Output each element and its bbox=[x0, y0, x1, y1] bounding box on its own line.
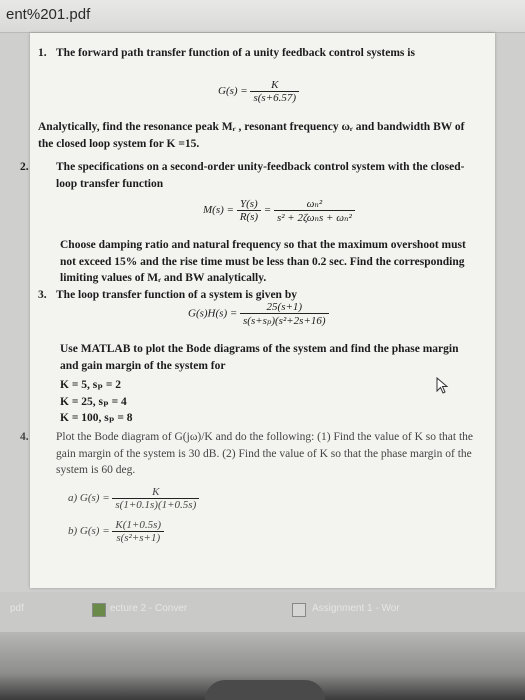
equation-fraction bbox=[250, 79, 299, 104]
mouse-cursor-icon bbox=[436, 377, 450, 395]
question-4 bbox=[20, 429, 485, 479]
equation-fraction bbox=[112, 486, 199, 511]
pdf-page bbox=[20, 33, 495, 588]
equation-q3 bbox=[188, 301, 329, 327]
equation-numerator: K bbox=[112, 486, 199, 499]
equation-q4a bbox=[68, 486, 199, 511]
equation-numerator: Y(s) bbox=[237, 198, 261, 211]
question-number: 4. bbox=[20, 431, 29, 443]
equation-q2 bbox=[203, 197, 355, 224]
equation-fraction bbox=[274, 197, 355, 224]
window-title: ent%201.pdf bbox=[6, 6, 91, 23]
equation-denominator: s² + 2ζωₙs + ωₙ² bbox=[276, 212, 352, 224]
app-icon[interactable] bbox=[92, 603, 106, 617]
case-item: K = 25, sₚ = 4 bbox=[60, 395, 127, 408]
question-1 bbox=[38, 45, 485, 62]
question-number: 1. bbox=[38, 47, 47, 59]
document-icon[interactable] bbox=[292, 603, 306, 617]
equation-numerator: K(1+0.5s) bbox=[112, 519, 164, 532]
question-text: The forward path transfer function of a unity feedback control systems is bbox=[56, 47, 415, 59]
question-text: The loop transfer function of a system is given by bbox=[56, 289, 297, 301]
equation-lhs: G(s) = bbox=[218, 85, 248, 98]
taskbar bbox=[0, 592, 525, 632]
equation-lhs: M(s) = bbox=[203, 204, 234, 217]
equation-fraction bbox=[240, 301, 329, 327]
equation-numerator: 25(s+1) bbox=[240, 301, 329, 314]
equation-numerator: K bbox=[250, 79, 299, 92]
taskbar-item-converter[interactable]: ecture 2 - Conver bbox=[110, 603, 188, 614]
equation-lhs: G(s)H(s) = bbox=[188, 307, 238, 320]
equation-equals: = bbox=[263, 204, 272, 217]
equation-denominator: s(s²+s+1) bbox=[116, 532, 161, 544]
equation-numerator: ωₙ² bbox=[274, 197, 355, 211]
equation-fraction bbox=[237, 198, 261, 223]
equation-denominator: s(1+0.1s)(1+0.5s) bbox=[115, 499, 197, 511]
question-2 bbox=[20, 159, 485, 192]
equation-denominator: s(s+sₚ)(s²+2s+16) bbox=[243, 315, 326, 327]
question-number: 2. bbox=[20, 161, 29, 173]
question-number: 3. bbox=[38, 289, 47, 301]
window-titlebar bbox=[0, 0, 525, 33]
equation-q1 bbox=[218, 79, 299, 104]
question-1-body: Analytically, find the resonance peak Mᵣ , resonant frequency ωᵣ and bandwidth BW of the closed loop system for K =15. bbox=[38, 121, 465, 150]
equation-lhs: G(s) = bbox=[79, 525, 110, 538]
equation-fraction bbox=[112, 519, 164, 544]
question-2-body: Choose damping ratio and natural frequency so that the maximum overshoot must not exceed 15% and the rise time must be less than 0.2 sec. Find the corresponding limiting values of Mᵣ and BW analytically. bbox=[60, 239, 466, 285]
equation-lhs: G(s) = bbox=[79, 492, 110, 505]
equation-denominator: s(s+6.57) bbox=[253, 92, 297, 104]
case-item: K = 100, sₚ = 8 bbox=[60, 412, 133, 425]
laptop-logo bbox=[205, 680, 325, 700]
equation-q4b bbox=[68, 519, 164, 544]
equation-denominator: R(s) bbox=[239, 211, 259, 223]
taskbar-item-assignment[interactable]: Assignment 1 - Wor bbox=[312, 603, 400, 614]
taskbar-item-pdf[interactable]: pdf bbox=[10, 603, 24, 614]
question-3-body: Use MATLAB to plot the Bode diagrams of the system and find the phase margin and gain margin of the system for bbox=[60, 343, 459, 372]
question-text: Plot the Bode diagram of G(jω)/K and do the following: (1) Find the value of K so that the gain margin of the system is 30 dB. (2) Find the value of K so that the phase margin of the system is 60 deg. bbox=[56, 431, 474, 477]
question-text: The specifications on a second-order unity-feedback control system with the closed-loop transfer function bbox=[56, 161, 465, 190]
question-3-cases bbox=[38, 377, 485, 427]
part-label: a) bbox=[68, 492, 78, 505]
case-item: K = 5, sₚ = 2 bbox=[60, 379, 122, 391]
part-label: b) bbox=[68, 525, 78, 538]
